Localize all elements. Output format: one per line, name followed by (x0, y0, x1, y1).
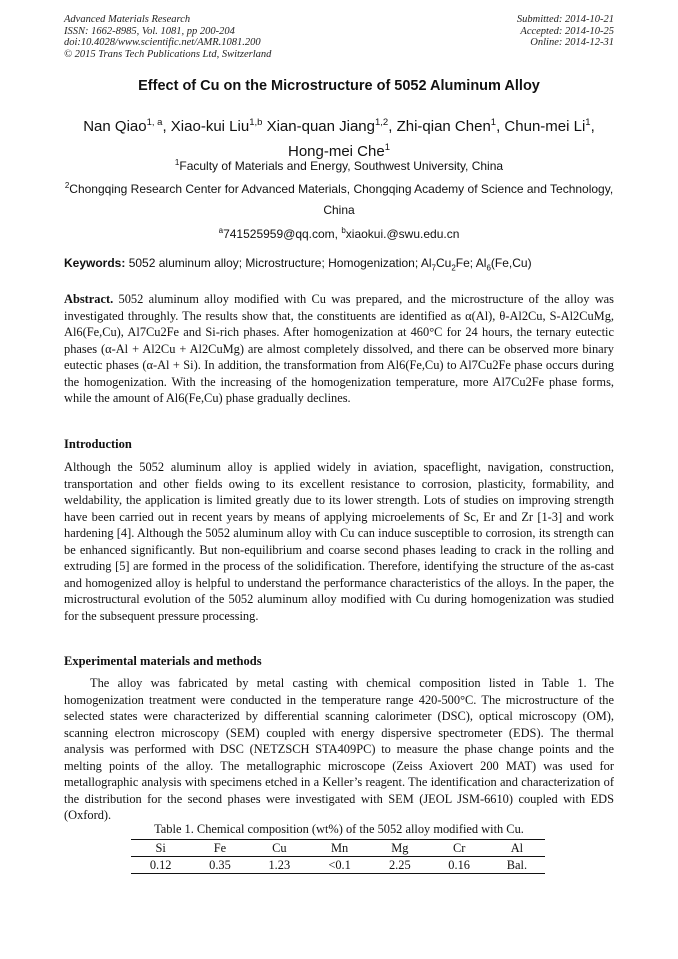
submitted-date: Submitted: 2014-10-21 (516, 14, 614, 25)
email-sup-a: a (218, 226, 224, 235)
author-sup: 1, a (146, 117, 163, 128)
abstract (64, 291, 614, 407)
introduction-text: Although the 5052 aluminum alloy is applied widely in aviation, spaceflight, navigation, construction, transportation and other fields owing to its excellent resistance to corrosion, plasticity, formability, and weldability, the application is limited greatly due to its lower strength. Lots of studies on improving strength have been carried out in recent years by means of applying microelements of Sc, Er and Zr [1-3] and work hardening [4]. Although the 5052 aluminum alloy with Cu can induce susceptible to corrosion, its strength can be enhanced significantly. But non-equilibrium and coarse second phases leading to crack in the rolling and extruding [5] are formed in the process of the solidification. Therefore, identifying the structure of the as-cast and homogenized alloy is helpful to understand the performance characteristics of the alloys. In the paper, the microstructural evolution of the 5052 aluminum alloy modified with Cu during homogenization was studied for the subsequent pressure processing. (64, 460, 614, 623)
table-header: Mg (370, 840, 429, 857)
table-cell: 1.23 (250, 857, 309, 874)
keywords-label: Keywords: (64, 256, 126, 270)
affiliation-2 (56, 175, 622, 221)
journal-info (64, 14, 271, 60)
table-header: Fe (190, 840, 249, 857)
author: Chun-mei Li (504, 118, 586, 135)
keywords-sub: 7 (431, 263, 436, 273)
abstract-label: Abstract. (64, 292, 114, 306)
affiliation-sup: 1 (174, 158, 180, 167)
issn-line: ISSN: 1662-8985, Vol. 1081, pp 200-204 (64, 25, 235, 37)
author: Xian-quan Jiang (266, 118, 375, 135)
author-sep: , (496, 118, 505, 135)
accepted-date: Accepted: 2014-10-25 (520, 25, 614, 37)
abstract-text: 5052 aluminum alloy modified with Cu was prepared, and the microstructure of the alloy was investigated throughly. The results show that, the constituents are identified as α(Al), θ-Al2Cu, S-Al2CuMg, Al6(Fe,Cu), Al7Cu2Fe and Si-rich phases. After homogenization at 460°C for 24 hours, the ternary eutectic phases (α-Al + Al2Cu + Al2CuMg) are almost completely dissolved, and there can be observed more binary eutectic phases (α-Al + Si). In addition, the transformation from Al6(Fe,Cu) to Al7Cu2Fe phase occurs during the homogenization. With the increasing of the homogenization temperature, more Al7Cu2Fe phase forms, while the amount of Al6(Fe,Cu) phase gradually declines. (64, 292, 614, 405)
methods-heading: Experimental materials and methods (64, 654, 262, 668)
author-sup: 1,2 (375, 117, 389, 128)
journal-name: Advanced Materials Research (64, 14, 191, 25)
table-cell: <0.1 (309, 857, 370, 874)
table-header: Al (489, 840, 545, 857)
keywords-text: 5052 aluminum alloy; Microstructure; Homogenization; Al (128, 256, 432, 270)
table-header: Cu (250, 840, 309, 857)
online-date: Online: 2014-12-31 (530, 37, 614, 48)
table-caption: Table 1. Chemical composition (wt%) of the 5052 alloy modified with Cu. (154, 822, 524, 836)
keywords-text: Fe; Al (455, 256, 487, 270)
table-cell: Bal. (489, 857, 545, 874)
keywords-sub: 2 (451, 263, 456, 273)
author-sep: , (162, 118, 171, 135)
affiliation-text: Chongqing Research Center for Advanced Materials, Chongqing Academy of Science and Technology, China (69, 182, 614, 217)
author: Nan Qiao (83, 118, 147, 135)
doi-line: doi:10.4028/www.scientific.net/AMR.1081.200 (64, 37, 261, 48)
table-header: Cr (429, 840, 488, 857)
keywords-text: (Fe,Cu) (490, 256, 532, 270)
keywords-text: Cu (435, 256, 452, 270)
methods-text: The alloy was fabricated by metal casting with chemical composition listed in Table 1. The homogenization treatment were conducted in the temperature range 420-500°C. The microstructure of the selected states were characterized by differential scanning calorimeter (DSC), optical microscopy (OM), scanning electron microscopy (SEM) coupled with energy dispersive spectrometer (EDS). The thermal analysis was performed with DSC (NETZSCH STA409PC) to measure the phase change points and the melting points of the alloy. The metallographic microscope (Zeiss Axiovert 200 MAT) was used for metallographic analysis with specimens etched in a Keller’s reagent. The identification and characterization of the distribution for the second phases were investigated with SEM (JEOL JSM-6610) coupled with EDS (Oxford). (64, 676, 614, 822)
copyright-line: © 2015 Trans Tech Publications Ltd, Switzerland (64, 48, 272, 60)
keywords (64, 256, 624, 272)
affiliation-sup: 2 (64, 181, 70, 190)
email-sup-b: b (341, 226, 346, 235)
introduction-heading: Introduction (64, 437, 132, 451)
keywords-sub: 6 (486, 263, 491, 273)
author: Hong-mei Che (287, 143, 385, 160)
affiliation-1 (56, 152, 622, 177)
table-cell: 0.35 (190, 857, 249, 874)
table-header: Si (131, 840, 190, 857)
table-row (131, 857, 545, 874)
table-cell: 0.16 (429, 857, 488, 874)
author-sup: 1 (490, 117, 497, 128)
table-header-row (131, 840, 545, 857)
author-sup: 1 (585, 117, 591, 128)
email-b: xiaokui.@swu.edu.cn (345, 227, 460, 241)
composition-table (131, 839, 545, 874)
author: Zhi-qian Chen (396, 118, 491, 135)
author: Xiao-kui Liu (170, 118, 250, 135)
author-sep: , (590, 118, 595, 135)
table-cell: 0.12 (131, 857, 190, 874)
author-sup: 1 (384, 142, 390, 153)
email-line (56, 220, 622, 245)
email-a: 741525959@qq.com, (223, 227, 342, 241)
table-cell: 2.25 (370, 857, 429, 874)
paper-title: Effect of Cu on the Microstructure of 5052 Aluminum Alloy (138, 78, 540, 94)
table-header: Mn (309, 840, 370, 857)
affiliation-text: Faculty of Materials and Energy, Southwest University, China (179, 159, 504, 173)
dates-info (517, 14, 614, 49)
author-sep: , (388, 118, 397, 135)
author-sup: 1,b (249, 117, 263, 128)
